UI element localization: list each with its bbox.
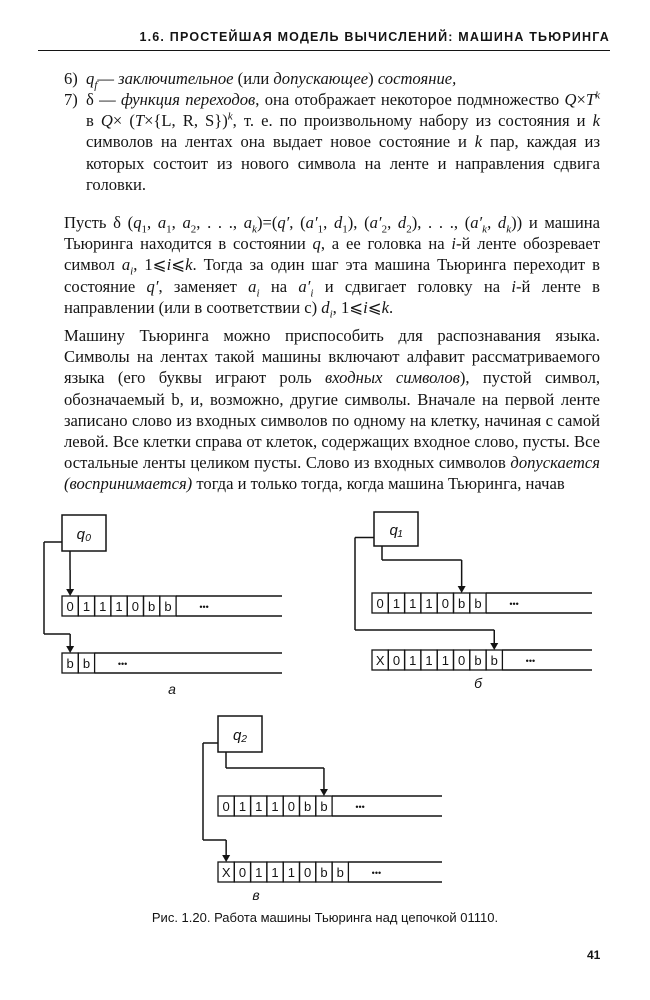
tape-cell [454,650,470,670]
tape-cell-symbol: 1 [255,799,263,814]
tape-cell [388,650,404,670]
tape-cell-symbol: b [148,599,156,614]
text-segment: k [252,223,257,236]
text-segment: a [157,213,167,232]
tape-cell [234,796,250,816]
tape-cell-symbol: 0 [441,596,449,611]
text-segment: состояние, [377,69,457,88]
tape-cell [316,862,332,882]
figure-sublabel: б [474,675,482,691]
text-segment: ×{L, R, S}) [144,111,228,131]
tape-cell [251,862,267,882]
tape-cell [251,796,267,816]
text-segment: k [592,111,600,131]
tape-cell-symbol: 1 [271,799,279,814]
text-segment: допускается (воспринимается) [64,453,600,494]
text-segment: (или [233,69,274,88]
text-segment: k [482,223,488,236]
tape-cell [388,593,404,613]
text-segment: k [227,110,233,123]
text-segment: d [321,297,330,317]
list-marker: 7) [64,90,78,109]
text-segment: i [329,308,333,321]
tape-ellipsis: ••• [199,602,209,612]
text-segment: a′ [369,213,382,232]
state-label: q₂ [232,727,248,744]
tape-cell-symbol: 0 [458,653,466,668]
tape-cell [144,596,160,616]
text-segment: a [121,255,131,275]
text-segment: , 1⩽ [133,255,167,275]
text-segment: Q [564,90,577,109]
tape-cell [95,596,111,616]
state-label: q₀ [76,526,92,543]
tape-cell-symbol: b [82,656,91,671]
tape-ellipsis: ••• [117,659,128,669]
tape-cell-symbol: b [474,596,482,611]
tape-cell-symbol: 0 [238,865,247,880]
paragraph-transition [64,212,601,321]
text-segment: i [166,255,172,275]
tape-cell-symbol: 1 [425,596,433,611]
arrow-head [66,646,74,653]
tape-cell-symbol: 0 [222,799,230,814]
tape-cell-symbol: 1 [99,599,107,614]
figure-caption: Рис. 1.20. Работа машины Тьюринга над цепочкой 01110. [151,910,499,925]
tape-cell-symbol: 1 [238,799,247,814]
text-segment: q′ [277,213,290,232]
text-segment: a [243,213,253,232]
text-segment: Q [100,111,113,131]
text-segment: 1 [317,223,324,236]
list-text [86,90,600,194]
tape-cell [78,596,94,616]
tape-cell [316,796,332,816]
tape-cell [218,862,234,882]
tape-ellipsis: ••• [509,599,519,609]
tape-cell [62,653,78,673]
running-header: 1.6. ПРОСТЕЙШАЯ МОДЕЛЬ ВЫЧИСЛЕНИЙ: МАШИНА ТЬЮРИНГА [139,30,610,44]
text-segment: q′ [146,276,159,296]
tape-cell-symbol: b [490,653,498,668]
text-segment: , а ее головка на [320,234,452,254]
tape-cell [470,593,486,613]
tape-cell [300,862,316,882]
text-segment: 1 [342,223,348,236]
tape-cell [300,796,316,816]
tape-cell [160,596,176,616]
text-segment: , [487,213,498,232]
text-segment: в [86,111,101,131]
text-segment: × [576,90,586,109]
tape-cell-symbol: 0 [376,596,384,611]
tape-cell-symbol: 0 [66,599,74,614]
text-segment: ⩽ [367,297,382,317]
list-item-7 [64,89,600,195]
text-segment: , она отображает некоторое подмножество [255,90,565,109]
text-segment: d [497,213,507,232]
text-segment: ), ( [347,213,370,232]
tape-cell-symbol: b [474,653,482,668]
text-segment: и сдвигает головку на [313,276,512,296]
text-segment: -й ленте обозревает символ [64,234,600,275]
tape-cell [267,796,283,816]
tape-cell-symbol: 1 [409,653,417,668]
page-number: 41 [587,948,601,962]
tape-cell [470,650,486,670]
tape-cell-symbol: b [164,599,172,614]
text-segment: ) [368,69,378,88]
text-segment: δ — [86,90,122,109]
tape-cell [421,650,437,670]
tape-cell-symbol: 1 [82,599,91,614]
tape-cell-symbol: b [320,799,328,814]
tape-cell [437,650,453,670]
text-segment: a [182,213,191,232]
header-rule [38,50,610,51]
text-segment: q [86,69,95,88]
tape-cell-symbol: X [375,653,385,668]
text-segment: i [130,265,134,278]
text-segment: )=( [256,213,278,232]
tape-cell [267,862,283,882]
text-segment: . [389,297,394,317]
tape-cell [332,862,348,882]
list-text [86,69,457,92]
tape-ellipsis: ••• [371,868,382,878]
text-segment: Машину Тьюринга можно приспособить для распознавания языка. Символы на лентах такой машины включают алфавит рассматриваемого языка (его буквы играют роль [64,326,600,388]
text-segment: a′ [298,276,311,296]
tape-cell-symbol: 1 [287,865,295,880]
arrow-head [222,855,230,862]
text-segment: d [333,213,343,232]
text-segment: , 1⩽ [332,297,364,317]
text-segment: k [506,223,512,236]
text-segment: a [248,276,257,296]
tape-cell-symbol: 0 [287,799,295,814]
tape-cell [421,593,437,613]
text-segment: k [185,255,193,275]
figure-sublabel: а [168,681,176,697]
tape-cell-symbol: b [320,865,328,880]
text-segment: — [97,69,119,88]
text-segment: , [387,213,398,232]
tape-cell [218,796,234,816]
text-segment: k [474,132,483,152]
tape-cell [454,593,470,613]
text-segment: i [310,286,314,299]
tape-cell-symbol: 1 [409,596,417,611]
tape-cell [78,653,94,673]
text-segment: Пусть δ ( [64,213,134,232]
tape-cell [283,862,299,882]
text-segment: символов на лентах она выдает новое состояние и [86,132,475,152]
text-segment: входных символов [325,368,460,388]
text-segment: 1 [166,223,172,236]
text-segment: i [511,276,516,296]
text-segment: i [256,286,260,299]
tape-cell [62,596,78,616]
tape-cell-symbol: 1 [441,653,449,668]
tape-ellipsis: ••• [525,656,536,666]
tape-cell-symbol: 0 [392,653,401,668]
text-segment: 2 [381,223,388,236]
text-segment: k [381,297,390,317]
tape-cell-symbol: 0 [304,865,312,880]
text-segment: , [171,213,183,232]
tape-cell [111,596,127,616]
tape-cell [405,593,421,613]
tape-cell-symbol: b [66,656,74,671]
text-segment: ), пустой символ, обозначаемый b, и, возможно, другие символы. Вначале на первой ленте записано слово из входных символов по одному на клетку, начиная с самой левой. Все клетки справа от клеток, содержащих входное слово, пусты. Все остальные ленты целиком пусты. Слово из входных символов [64,368,600,473]
arrow-head [320,789,328,796]
tape-cell-symbol: 1 [392,596,401,611]
text-segment: q [312,234,321,254]
finite-control-box [374,512,418,546]
arrow-head [490,643,498,650]
tape-cell-symbol: b [458,596,466,611]
tape-cell [372,650,388,670]
tape-cell-symbol: 1 [115,599,123,614]
paragraph-language [64,325,600,495]
text-segment: × ( [112,111,135,131]
tape-cell [234,862,250,882]
tape-cell-symbol: b [336,865,344,880]
text-segment: d [397,213,407,232]
tape-cell [405,650,421,670]
text-segment: пар, каждая из которых состоит из нового символа на ленте и направления сдвига головки. [86,132,600,194]
text-segment: q [133,213,142,232]
text-segment: a′ [305,213,318,232]
text-segment: T [585,90,596,109]
figure-sublabel: в [252,887,260,903]
arrow-head [458,586,466,593]
text-segment: )) и машина Тьюринга находится в состоянии [64,213,601,254]
tape-cell [372,593,388,613]
finite-control-box [62,515,106,551]
tape-ellipsis: ••• [355,802,365,812]
tape-cell [437,593,453,613]
paragraph-text [64,213,601,321]
text-segment: ), . . ., ( [411,213,471,232]
tape-cell-symbol: X [221,865,231,880]
text-segment: функция переходов [121,90,256,109]
text-segment: 1 [141,223,147,236]
arrow-head [66,589,74,596]
text-segment: допускающее [273,69,369,88]
tape-cell [127,596,143,616]
tape-cell [283,796,299,816]
finite-control-box [218,716,262,752]
text-segment: , [146,213,158,232]
text-segment: 2 [406,223,412,236]
text-segment: i [363,297,368,317]
text-segment: , [323,213,334,232]
state-label: q₁ [389,522,403,539]
text-segment: , т. е. по произвольному набору из состояния и [232,111,593,131]
text-segment: на [259,276,299,296]
text-segment: тогда и только тогда, когда машина Тьюринга, начав [192,474,565,494]
text-segment: 2 [190,223,197,236]
tape-cell [486,650,502,670]
text-segment: f [94,79,98,92]
text-segment: , . . ., [196,213,244,232]
text-segment: i [451,234,456,254]
text-segment: , заменяет [158,276,249,296]
text-segment: a′ [470,213,483,232]
paragraph-text [64,326,600,493]
text-segment: ⩽ [171,255,186,275]
tape-cell-symbol: b [304,799,312,814]
text-segment: заключительное [118,69,234,88]
tape-cell-symbol: 1 [255,865,263,880]
text-segment: . Тогда за один шаг эта машина Тьюринга переходит в состояние [64,255,600,296]
list-item-6 [64,68,600,92]
tape-cell-symbol: 1 [425,653,433,668]
text-segment: T [134,111,145,131]
tape-cell-symbol: 0 [131,599,139,614]
list-marker: 6) [64,69,78,88]
text-segment: k [595,89,600,102]
text-segment: , ( [289,213,306,232]
text-segment: -й ленте в направлении (или в соответствии с) [64,276,600,317]
tape-cell-symbol: 1 [271,865,279,880]
